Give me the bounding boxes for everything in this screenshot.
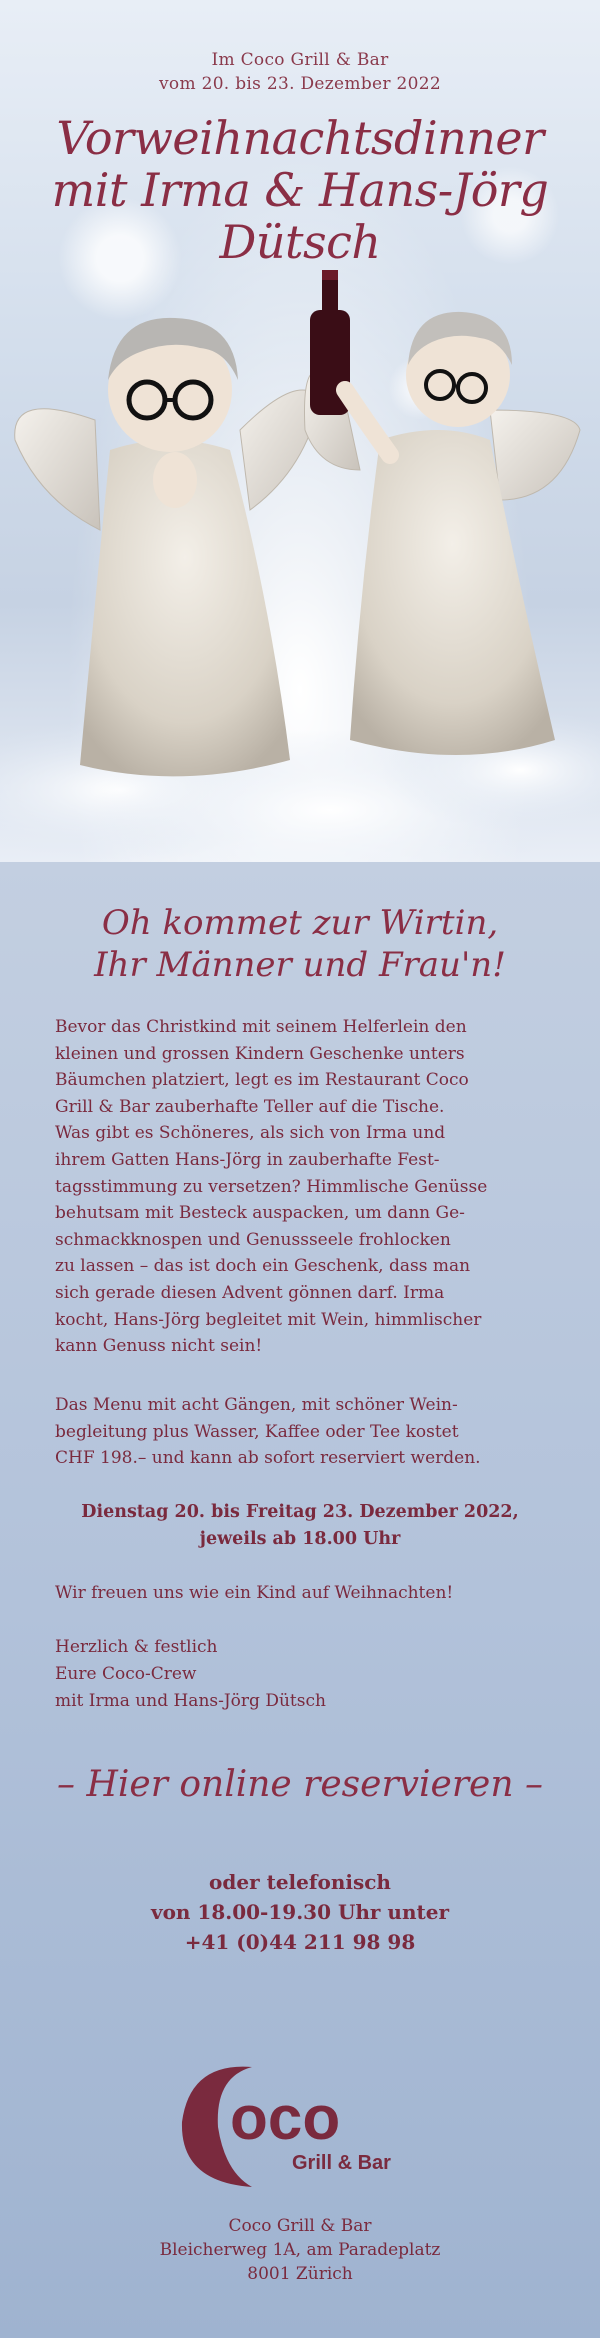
phone-line: oder telefonisch <box>209 1870 391 1894</box>
hero-title-line: mit Irma & Hans-Jörg <box>51 163 549 217</box>
hero-subtitle-dates: vom 20. bis 23. Dezember 2022 <box>159 74 441 94</box>
logo-wordmark: oco <box>230 2084 341 2153</box>
event-dates <box>55 1499 545 1553</box>
event-dates-line: jeweils ab 18.00 Uhr <box>199 1529 401 1549</box>
text-line: sich gerade diesen Advent gönnen darf. Irma <box>55 1282 445 1303</box>
text-line: Grill & Bar zauberhafte Teller auf die Tische. <box>55 1096 445 1117</box>
text-line: Bevor das Christkind mit seinem Helferlein den <box>55 1017 467 1037</box>
text-line: begleitung plus Wasser, Kaffee oder Tee kostet <box>55 1421 459 1442</box>
intro-paragraph <box>55 1014 545 1360</box>
hero-title-line: Vorweihnachtsdinner <box>56 111 544 165</box>
hero-title <box>20 112 580 268</box>
address-line: Bleicherweg 1A, am Paradeplatz <box>159 2240 441 2260</box>
text-line: behutsam mit Besteck auspacken, um dann Ge- <box>55 1203 465 1224</box>
signature <box>55 1634 545 1715</box>
text-line: tagsstimmung zu versetzen? Himmlische Genüsse <box>55 1176 488 1197</box>
section-heading-line: Ihr Männer und Frau'n! <box>94 945 506 985</box>
section-heading-line: Oh kommet zur Wirtin, <box>101 903 499 943</box>
text-line: kocht, Hans-Jörg begleitet mit Wein, himmlischer <box>55 1309 482 1330</box>
signature-line: Eure Coco-Crew <box>55 1664 197 1684</box>
coco-logo <box>170 2047 430 2197</box>
closing-text: Wir freuen uns wie ein Kind auf Weihnachten! <box>55 1583 454 1603</box>
text-line: schmackknospen und Genussseele frohlocken <box>55 1229 451 1250</box>
text-line: kleinen und grossen Kindern Geschenke unters <box>55 1043 465 1064</box>
menu-price-paragraph <box>55 1392 545 1472</box>
section-heading <box>0 902 600 986</box>
text-line: kann Genuss nicht sein! <box>55 1336 263 1357</box>
signature-line: mit Irma und Hans-Jörg Dütsch <box>55 1691 326 1711</box>
address-block <box>0 2214 600 2286</box>
address-line: 8001 Zürich <box>247 2264 353 2284</box>
text-line: CHF 198.– und kann ab sofort reserviert werden. <box>55 1448 481 1469</box>
phone-reservation <box>0 1867 600 1957</box>
angel-figurines-image <box>0 270 600 862</box>
phone-line: von 18.00-19.30 Uhr unter <box>150 1900 450 1924</box>
hero-subtitle-venue: Im Coco Grill & Bar <box>211 50 389 70</box>
signature-line: Herzlich & festlich <box>55 1637 218 1657</box>
text-line: Was gibt es Schöneres, als sich von Irma und <box>55 1123 446 1144</box>
hero-title-line: Dütsch <box>219 215 381 269</box>
reserve-online-link[interactable]: – Hier online reservieren – <box>57 1764 543 1805</box>
address-line: Coco Grill & Bar <box>228 2216 372 2236</box>
text-line: Bäumchen platziert, legt es im Restaurant Coco <box>55 1070 469 1091</box>
text-line: Das Menu mit acht Gängen, mit schöner Wein- <box>55 1395 458 1415</box>
phone-number[interactable]: +41 (0)44 211 98 98 <box>184 1930 416 1954</box>
main-content <box>0 862 600 2338</box>
hero-banner <box>0 0 600 862</box>
text-line: ihrem Gatten Hans-Jörg in zauberhafte Fest- <box>55 1149 440 1170</box>
event-dates-line: Dienstag 20. bis Freitag 23. Dezember 2022, <box>81 1502 519 1522</box>
logo-tagline: Grill & Bar <box>292 2152 391 2174</box>
text-line: zu lassen – das ist doch ein Geschenk, dass man <box>55 1256 471 1277</box>
